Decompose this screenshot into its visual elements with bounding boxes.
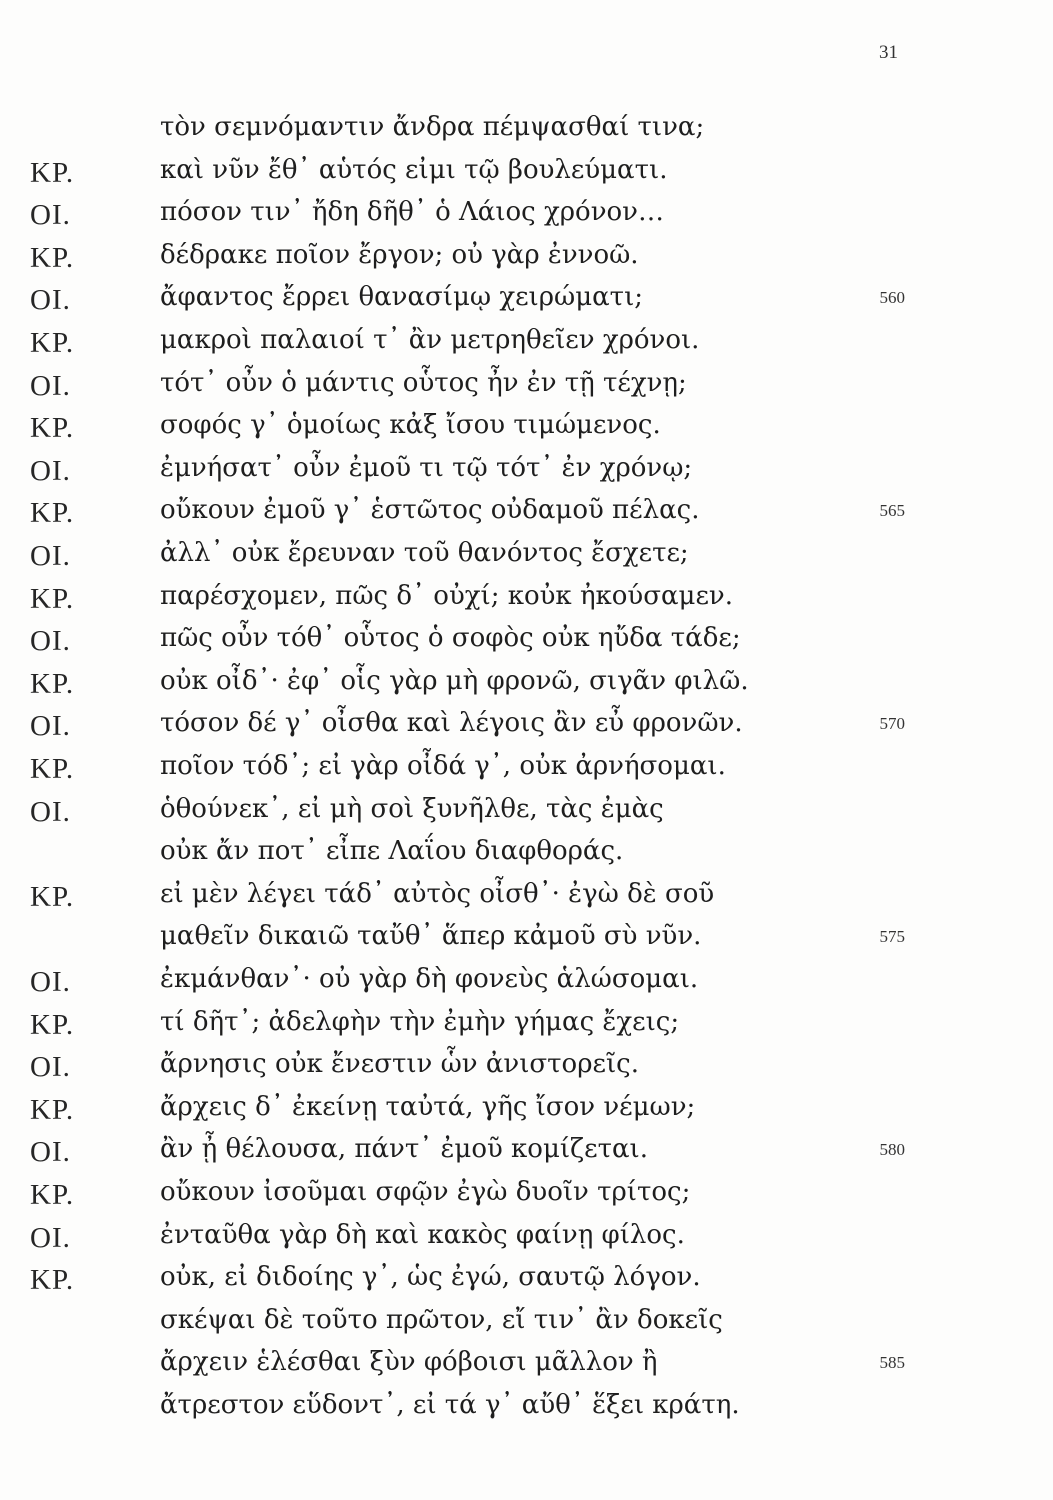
verse-line [0,321,1053,363]
verse-text: οὐκ ἄν ποτ᾽ εἶπε Λαΐου διαφθοράς. [160,836,624,867]
verse-text: πόσον τιν᾽ ἤδη δῆθ᾽ ὁ Λάιος χρόνον… [160,197,664,228]
verse-line [0,662,1053,704]
speaker-label: ΟΙ. [30,1221,71,1254]
verse-text: τόσον δέ γ᾽ οἶσθα καὶ λέγοις ἂν εὖ φρονῶν. [160,708,743,739]
verse-line [0,832,1053,874]
verse-line [0,278,1053,320]
verse-text: ὁθούνεκ᾽, εἰ μὴ σοὶ ξυνῆλθε, τὰς ἐμὰς [160,793,664,824]
verse-line [0,406,1053,448]
verse-line [0,151,1053,193]
verse-line [0,790,1053,832]
speaker-label: ΟΙ. [30,540,71,572]
verse-text: καὶ νῦν ἔθ᾽ αὑτός εἰμι τῷ βουλεύματι. [160,154,668,185]
verse-line [0,1386,1053,1428]
speaker-label: ΚΡ. [30,753,75,785]
verse-line [0,704,1053,746]
speaker-label: ΚΡ. [30,497,75,530]
verse-line [0,236,1053,278]
verse-line [0,1173,1053,1215]
verse-text: ἄρνησις οὐκ ἔνεστιν ὧν ἀνιστορεῖς. [160,1049,639,1080]
verse-text: ποῖον τόδ᾽; εἰ γὰρ οἶδά γ᾽, οὐκ ἀρνήσομαι. [160,751,726,781]
verse-line [0,619,1053,661]
verse-text: ἂν ᾖ θέλουσα, πάντ᾽ ἐμοῦ κομίζεται. [160,1134,648,1165]
verse-line [0,1045,1053,1087]
verse-line [0,491,1053,533]
verse-line [0,364,1053,406]
verse-text: δέδρακε ποῖον ἔργον; οὐ γὰρ ἐννοῶ. [160,239,639,270]
speaker-label: ΚΡ. [30,1264,75,1297]
verse-text: παρέσχομεν, πῶς δ᾽ οὐχί; κοὐκ ἠκούσαμεν. [160,580,733,611]
verse-line [0,1216,1053,1258]
verse-line [0,577,1053,619]
verse-text: μαθεῖν δικαιῶ ταὔθ᾽ ἅπερ κἀμοῦ σὺ νῦν. [160,921,702,952]
verse-text: μακροὶ παλαιοί τ᾽ ἂν μετρηθεῖεν χρόνοι. [160,325,700,355]
line-number: 570 [879,714,905,734]
verse-text: ἐνταῦθα γὰρ δὴ καὶ κακὸς φαίνῃ φίλος. [160,1219,685,1250]
speaker-label: ΟΙ. [30,710,71,743]
speaker-label: ΚΡ. [30,1008,75,1041]
verse-line [0,193,1053,235]
verse-line [0,747,1053,789]
verse-line [0,875,1053,917]
speaker-label: ΟΙ. [30,625,71,658]
verse-text: σοφός γ᾽ ὁμοίως κἀξ ἴσου τιμώμενος. [160,410,661,441]
verse-line [0,1088,1053,1130]
speaker-label: ΟΙ. [30,284,71,317]
speaker-label: ΟΙ. [30,199,71,232]
verse-text: τί δῆτ᾽; ἀδελφὴν τὴν ἐμὴν γήμας ἔχεις; [160,1006,680,1037]
verse-text: ἄρχεις δ᾽ ἐκείνῃ ταὐτά, γῆς ἴσον νέμων; [160,1091,696,1122]
verse-line [0,917,1053,959]
verse-line [0,449,1053,491]
line-number: 565 [879,501,905,521]
speaker-label: ΚΡ. [30,667,75,700]
speaker-label: ΟΙ. [30,966,71,998]
line-number: 580 [879,1140,905,1160]
speaker-label: ΚΡ. [30,1093,75,1126]
verse-text: οὐκ, εἰ διδοίης γ᾽, ὡς ἐγώ, σαυτῷ λόγον. [160,1262,701,1293]
verse-text: ἄτρεστον εὕδοντ᾽, εἰ τά γ᾽ αὔθ᾽ ἕξει κράτη. [160,1390,740,1420]
verse-text: οὔκουν ἐμοῦ γ᾽ ἑστῶτος οὐδαμοῦ πέλας. [160,495,700,526]
verse-text: εἰ μὲν λέγει τάδ᾽ αὐτὸς οἶσθ᾽· ἐγὼ δὲ σοῦ [160,878,715,909]
speaker-label: ΚΡ. [30,412,75,445]
speaker-label: ΚΡ. [30,1179,75,1211]
verse-text: τότ᾽ οὖν ὁ μάντις οὗτος ἦν ἐν τῇ τέχνῃ; [160,367,687,398]
speaker-label: ΚΡ. [30,582,75,615]
verse-line [0,534,1053,576]
speaker-label: ΚΡ. [30,880,75,913]
verse-text: ἄρχειν ἑλέσθαι ξὺν φόβοισι μᾶλλον ἢ [160,1347,658,1378]
speaker-label: ΟΙ. [30,454,71,487]
verse-line [0,1003,1053,1045]
verse-text: οὔκουν ἰσοῦμαι σφῷν ἐγὼ δυοῖν τρίτος; [160,1177,691,1207]
verse-text: σκέψαι δὲ τοῦτο πρῶτον, εἴ τιν᾽ ἂν δοκεῖς [160,1304,723,1335]
verse-text: ἄφαντος ἔρρει θανασίμῳ χειρώματι; [160,282,644,313]
speaker-label: ΟΙ. [30,1051,71,1084]
speaker-label: ΟΙ. [30,369,71,402]
verse-line [0,960,1053,1002]
verse-line [0,1301,1053,1343]
verse-line [0,1130,1053,1172]
speaker-label: ΚΡ. [30,156,75,189]
verse-line [0,1343,1053,1385]
verse-text: πῶς οὖν τόθ᾽ οὗτος ὁ σοφὸς οὐκ ηὔδα τάδε; [160,623,741,654]
page-number: 31 [879,42,898,63]
verse-line [0,1258,1053,1300]
verse-text: τὸν σεμνόμαντιν ἄνδρα πέμψασθαί τινα; [160,112,705,142]
line-number: 585 [879,1353,905,1373]
speaker-label: ΟΙ. [30,795,71,828]
speaker-label: ΚΡ. [30,241,75,274]
line-number: 560 [879,288,905,308]
verse-line [0,108,1053,150]
verse-text: ἐμνήσατ᾽ οὖν ἐμοῦ τι τῷ τότ᾽ ἐν χρόνῳ; [160,452,693,483]
verse-text: οὐκ οἶδ᾽· ἐφ᾽ οἷς γὰρ μὴ φρονῶ, σιγᾶν φιλῶ. [160,665,749,696]
verse-text: ἐκμάνθαν᾽· οὐ γὰρ δὴ φονεὺς ἁλώσομαι. [160,964,699,994]
verse-text: ἀλλ᾽ οὐκ ἔρευναν τοῦ θανόντος ἔσχετε; [160,538,689,568]
line-number: 575 [879,927,905,947]
speaker-label: ΟΙ. [30,1136,71,1169]
speaker-label: ΚΡ. [30,327,75,359]
